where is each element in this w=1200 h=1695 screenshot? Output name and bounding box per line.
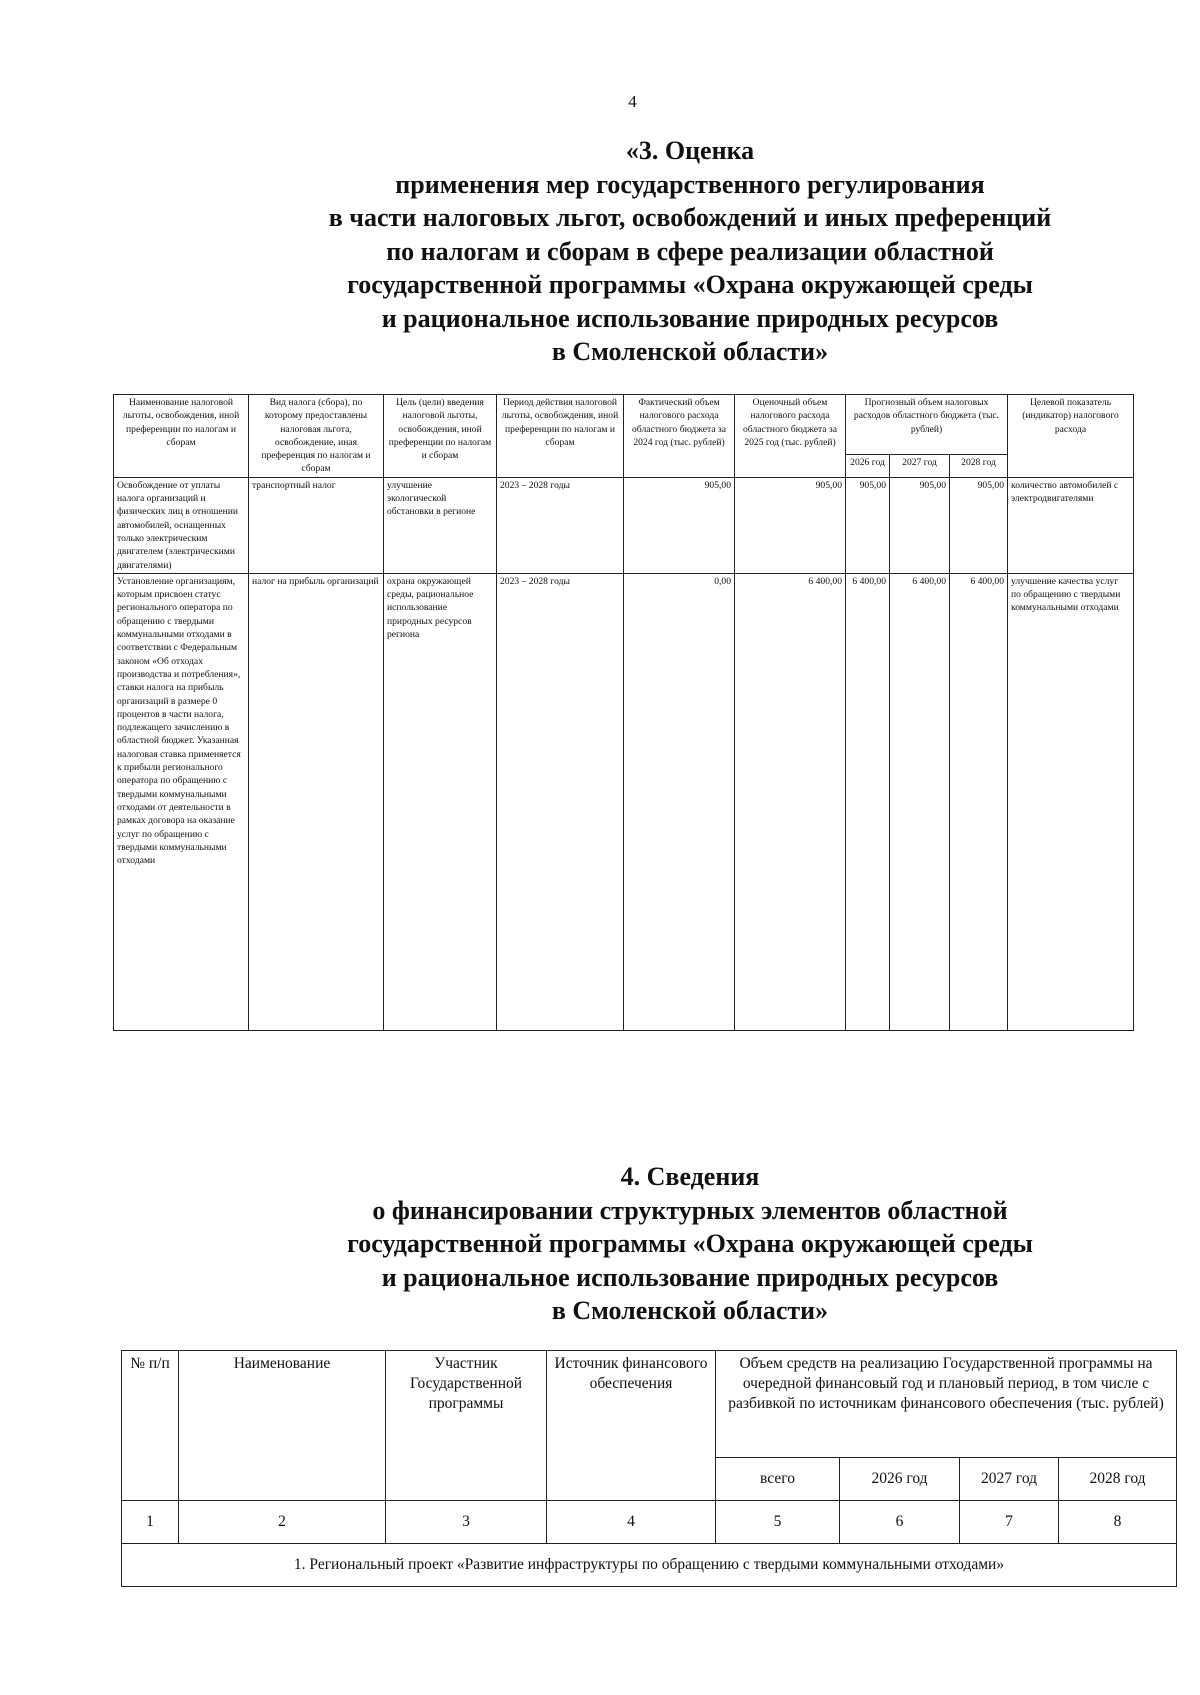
page-number: 4 (628, 92, 637, 111)
column-index-row (122, 1501, 1177, 1544)
title-line: применения мер государственного регулирования (395, 169, 985, 199)
header-forecast: Прогнозный объем налоговых расходов областного бюджета (тыс. рублей) (846, 395, 1008, 455)
cell-period: 2023 – 2028 годы (497, 477, 624, 573)
table-row (114, 573, 1134, 1030)
title-line: и рациональное использование природных ресурсов (381, 303, 999, 333)
header-year-2026: 2026 год (846, 454, 890, 477)
index-cell: 5 (716, 1501, 840, 1544)
index-cell: 7 (960, 1501, 1059, 1544)
cell-tax-type: транспортный налог (249, 477, 384, 573)
title-line: по налогам и сборам в сфере реализации областной (386, 236, 994, 266)
header-tax-type: Вид налога (сбора), по которому предоставлены налоговая льгота, освобождение, иная преференция по налогам и сборам (249, 395, 384, 478)
header-volume: Объем средств на реализацию Государственной программы на очередной финансовый год и плановый период, в том числе с разбивкой по источникам финансового обеспечения (тыс. рублей) (716, 1351, 1177, 1458)
cell-actual: 905,00 (624, 477, 735, 573)
cell-actual: 0,00 (624, 573, 735, 1030)
header-year-2028: 2028 год (950, 454, 1008, 477)
cell-indicator: количество автомобилей с электродвигателями (1008, 477, 1134, 573)
section-row (122, 1544, 1177, 1587)
financing-table (121, 1350, 1177, 1587)
index-cell: 2 (179, 1501, 386, 1544)
table-header-row (122, 1351, 1177, 1458)
cell-2026: 905,00 (846, 477, 890, 573)
header-2026: 2026 год (840, 1458, 960, 1501)
cell-2028: 6 400,00 (950, 573, 1008, 1030)
cell-tax-type: налог на прибыль организаций (249, 573, 384, 1030)
title-line: в части налоговых льгот, освобождений и иных преференций (328, 203, 1052, 232)
title-line: в Смоленской области» (551, 337, 829, 366)
index-cell: 3 (386, 1501, 547, 1544)
index-cell: 6 (840, 1501, 960, 1544)
cell-2027: 905,00 (890, 477, 950, 573)
cell-goal: охрана окружающей среды, рациональное использование природных ресурсов региона (384, 573, 497, 1030)
header-total: всего (716, 1458, 840, 1501)
cell-name: Установление организациям, которым присвоен статус регионального оператора по обращению с твердыми коммунальными отходами в соответствии с Федеральным законом «Об отходах производства и потребления», ставки налога на прибыль организаций в размере 0 процентов в части налога, подлежащего зачислению в областной бюджет. Указанная налоговая ставка применяется к прибыли регионального оператора по обращению с твердыми коммунальными отходами от деятельности в рамках договора на оказание услуг по обращению с твердыми коммунальными отходами (114, 573, 249, 1030)
cell-2028: 905,00 (950, 477, 1008, 573)
tax-expenditure-table (113, 394, 1134, 1031)
header-actual: Фактический объем налогового расхода областного бюджета за 2024 год (тыс. рублей) (624, 395, 735, 478)
table-header-row (114, 395, 1134, 455)
cell-2026: 6 400,00 (846, 573, 890, 1030)
title-line: «3. Оценка (625, 136, 755, 165)
index-cell: 8 (1059, 1501, 1177, 1544)
header-estimated: Оценочный объем налогового расхода областного бюджета за 2025 год (тыс. рублей) (735, 395, 846, 478)
title-line: государственной программы «Охрана окружающей среды (347, 270, 1033, 299)
title-line: в Смоленской области» (551, 1296, 829, 1325)
header-num: № п/п (122, 1351, 179, 1501)
header-year-2027: 2027 год (890, 454, 950, 477)
index-cell: 4 (547, 1501, 716, 1544)
header-indicator: Целевой показатель (индикатор) налогового расхода (1008, 395, 1134, 478)
cell-estimated: 905,00 (735, 477, 846, 573)
header-2028: 2028 год (1059, 1458, 1177, 1501)
header-goal: Цель (цели) введения налоговой льготы, освобождения, иной преференции по налогам и сборам (384, 395, 497, 478)
section-4-title (0, 1160, 1200, 1328)
index-cell: 1 (122, 1501, 179, 1544)
table-row (114, 477, 1134, 573)
header-2027: 2027 год (960, 1458, 1059, 1501)
title-line: о финансировании структурных элементов областной (372, 1195, 1008, 1225)
header-source: Источник финансового обеспечения (547, 1351, 716, 1501)
section-3-title (0, 134, 1200, 369)
header-name: Наименование налоговой льготы, освобождения, иной преференции по налогам и сборам (114, 395, 249, 478)
cell-indicator: улучшение качества услуг по обращению с твердыми коммунальными отходами (1008, 573, 1134, 1030)
cell-estimated: 6 400,00 (735, 573, 846, 1030)
title-line: государственной программы «Охрана окружающей среды (347, 1229, 1033, 1258)
title-line: и рациональное использование природных ресурсов (381, 1262, 999, 1292)
header-period: Период действия налоговой льготы, освобождения, иной преференции по налогам и сборам (497, 395, 624, 478)
regional-project-title: 1. Региональный проект «Развитие инфраструктуры по обращению с твердыми коммунальными отходами» (122, 1544, 1177, 1587)
cell-2027: 6 400,00 (890, 573, 950, 1030)
cell-goal: улучшение экологической обстановки в регионе (384, 477, 497, 573)
cell-period: 2023 – 2028 годы (497, 573, 624, 1030)
header-participant: Участник Государственной программы (386, 1351, 547, 1501)
title-line: 4. Сведения (620, 1162, 760, 1191)
header-name: Наименование (179, 1351, 386, 1501)
cell-name: Освобождение от уплаты налога организаций и физических лиц в отношении автомобилей, оснащенных только электрическим двигателем (электрическими двигателями) (114, 477, 249, 573)
